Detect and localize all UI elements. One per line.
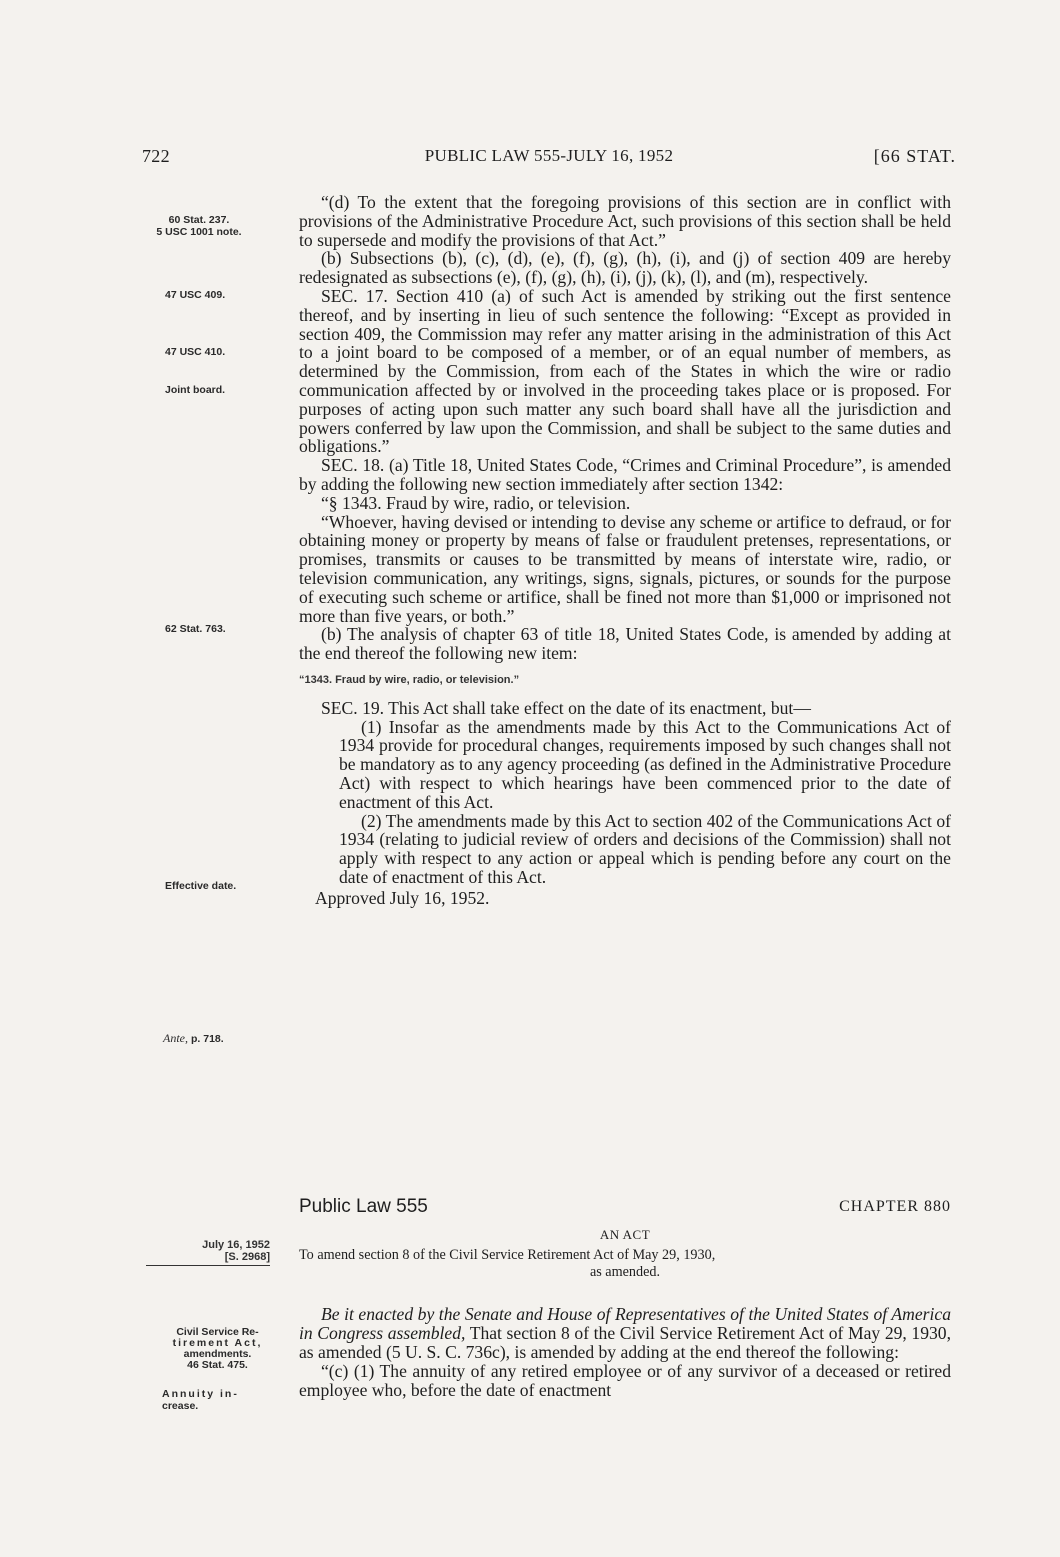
margin-note-line: 60 Stat. 237. — [168, 214, 230, 226]
public-law-number: Public Law 555 — [299, 1196, 428, 1217]
margin-note-line: Annuity in- — [162, 1388, 239, 1400]
new-item-1343: “1343. Fraud by wire, radio, or television.” — [299, 673, 520, 686]
paragraph-1-insofar: (1) Insofar as the amendments made by this Act to the Communications Act of 1934 provide for procedural changes, requirements imposed by such changes shall not be mandatory as to any agency proceeding (as defined in the Administrative Procedure Act) with respect to which hearings have been commenced prior to the date of enactment of this Act. — [339, 716, 951, 812]
margin-note-line: tirement Act, — [172, 1337, 263, 1349]
act-date: July 16, 1952 — [202, 1239, 270, 1251]
date-rule — [146, 1265, 270, 1266]
main-text — [299, 193, 951, 907]
margin-note-47usc409: 47 USC 409. — [165, 289, 226, 301]
enacting-formula: Be it enacted by the Senate and House of Representatives of the United States of America in Congress assembled, — [299, 1304, 951, 1343]
margin-note-line: 5 USC 1001 note. — [156, 226, 242, 238]
approved-date: Approved July 16, 1952. — [315, 887, 490, 908]
paragraph-c-1: “(c) (1) The annuity of any retired employee or of any survivor of a deceased or retired employee who, before the date of enactment — [299, 1361, 951, 1400]
running-title: PUBLIC LAW 555-JULY 16, 1952 — [424, 146, 674, 165]
page-header — [142, 146, 956, 172]
paragraph-b-analysis: (b) The analysis of chapter 63 of title 18, United States Code, is amended by adding at the end thereof the following new item: — [299, 624, 951, 664]
paragraph-2-amendments: (2) The amendments made by this Act to section 402 of the Communications Act of 1934 (relating to judicial review of orders and decisions of the Commission) shall not apply with respect to any action or appeal which is pending before any court on the date of enactment of this Act. — [339, 810, 951, 887]
margin-note-ante — [163, 1032, 313, 1045]
paragraph-whoever: “Whoever, having devised or intending to devise any scheme or artifice to defraud, or for obtaining money or property by means of false or fraudulent pretenses, representations, or promises, transmits or causes to be transmitted by means of interstate wire, radio, or television communication, any writings, signs, signals, pictures, or sounds for the purpose of executing such scheme or artifice, shall be fined not more than $1,000 or imprisoned not more than five years, or both.” — [299, 511, 951, 626]
margin-note-line: 46 Stat. 475. — [187, 1359, 248, 1371]
paragraph-b-subsections: (b) Subsections (b), (c), (d), (e), (f), (g), (h), (i), and (j) of section 409 are hereby redesignated as subsections (e), (f), (g), (h), (i), (j), (k), (l), and (m), respectively. — [299, 248, 951, 288]
purpose-line-2: as amended. — [589, 1264, 661, 1280]
enacting-text: That section 8 of the Civil Service Retirement Act of May 29, 1930, as amended (5 U. S. C. 736c), is amended by adding at the end thereof the following: — [299, 1323, 952, 1362]
margin-note-ante-page: p. 718. — [191, 1033, 224, 1045]
margin-note-line: Civil Service Re- — [176, 1326, 259, 1338]
section-1343-heading: “§ 1343. Fraud by wire, radio, or television. — [321, 492, 631, 513]
margin-note-line: amendments. — [183, 1348, 252, 1360]
margin-note-line: crease. — [162, 1400, 199, 1412]
act-purpose — [299, 1247, 951, 1281]
purpose-line-1: To amend section 8 of the Civil Service Retirement Act of May 29, 1930, — [299, 1247, 716, 1263]
enacting-paragraph — [299, 1305, 951, 1362]
margin-note-62stat763: 62 Stat. 763. — [165, 623, 226, 635]
enacting-clause — [299, 1305, 951, 1400]
margin-note-effective-date: Effective date. — [165, 880, 237, 892]
margin-note-ante-italic: Ante, — [163, 1031, 188, 1045]
margin-note-47usc410: 47 USC 410. — [165, 346, 226, 358]
page-number: 722 — [142, 146, 170, 166]
margin-note-civil-service — [150, 1327, 285, 1371]
paragraph-sec-17: SEC. 17. Section 410 (a) of such Act is amended by striking out the first sentence thereof, and by inserting in lieu of such sentence the following: “Except as provided in section 409, the Commission may refer any matter arising in the administration of this Act to a joint board to be composed of a member, or of an equal number of members, as determined by the Commission, from each of the States in which the wire or radio communication affected by or involved in the proceeding takes place or is proposed. For purposes of acting upon such matter any such board shall have all the jurisdiction and powers conferred by law upon the Commission, and shall be subject to the same duties and obligations.” — [299, 285, 951, 457]
date-bill-box — [146, 1239, 276, 1266]
public-law-heading — [299, 1196, 951, 1220]
statute-volume: [66 STAT. — [873, 146, 956, 166]
margin-note-stat-237 — [128, 214, 270, 238]
paragraph-sec-19: SEC. 19. This Act shall take effect on the date of its enactment, but— — [321, 697, 811, 718]
bill-number: [S. 2968] — [224, 1251, 270, 1263]
an-act-label: AN ACT — [599, 1227, 651, 1242]
margin-note-joint-board: Joint board. — [165, 384, 226, 396]
paragraph-sec-18: SEC. 18. (a) Title 18, United States Code, “Crimes and Criminal Procedure”, is amended by adding the following new section immediately after section 1342: — [299, 455, 951, 494]
margin-note-annuity — [162, 1388, 312, 1412]
chapter-number: CHAPTER 880 — [839, 1198, 951, 1215]
paragraph-d: “(d) To the extent that the foregoing provisions of this section are in conflict with provisions of the Administrative Procedure Act, such provisions of this section shall be held to supersede and modify the provisions of that Act.” — [299, 192, 951, 250]
